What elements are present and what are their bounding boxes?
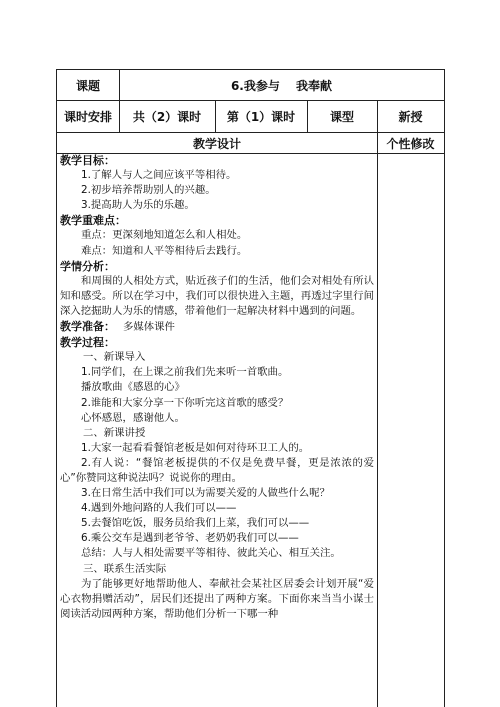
- process-step: 总结：人与人相处需要平等相待、彼此关心、相互关注。: [81, 547, 341, 560]
- design-content: [60, 153, 374, 622]
- lesson-type-label: 课型: [329, 110, 354, 124]
- schedule-label: 课时安排: [63, 110, 112, 124]
- topic-value: 6.我参与 我奉献: [230, 78, 333, 93]
- goal-item: 3.提高助人为乐的乐趣。: [81, 199, 195, 212]
- lesson-plan-table: [56, 69, 445, 707]
- schedule-row: [57, 101, 444, 133]
- total-hours: 共（2）课时: [132, 110, 202, 124]
- keypoints-heading: 教学重难点：: [60, 214, 126, 228]
- process-step: 6.乘公交车是遇到老爷爷、老奶奶我们可以——: [81, 532, 299, 545]
- goal-item: 1.了解人与人之间应该平等相待。: [81, 169, 237, 182]
- column-divider: [377, 133, 378, 707]
- topic-label: 课题: [75, 78, 100, 93]
- process-heading: 教学过程：: [60, 336, 115, 350]
- process-step: 3.在日常生活中我们可以为需要关爱的人做些什么呢？: [81, 487, 330, 500]
- process-step: 2.有人说：“餐馆老板提供的不仅是免费早餐，更是浓浓的爱心”你赞同这种说法吗？说说你的理由。: [60, 456, 374, 484]
- analysis-heading: 学情分析：: [60, 259, 115, 273]
- process-step: 4.遇到外地问路的人我们可以——: [81, 502, 237, 515]
- lesson-type-value: 新授: [398, 110, 423, 124]
- process-step: 2.谁能和大家分享一下你听完这首歌的感受？: [81, 396, 289, 409]
- prep-line: [60, 319, 374, 335]
- prep-value: 多媒体课件: [123, 321, 175, 334]
- process-step: 播放歌曲《感恩的心》: [81, 381, 185, 394]
- process-step: 三、联系生活实际: [83, 562, 167, 575]
- process-step: 5.去餐馆吃饭，服务员给我们上菜，我们可以——: [81, 517, 310, 530]
- process-step: 1.同学们，在上课之前我们先来听一首歌曲。: [81, 366, 289, 379]
- process-step: 一、新课导入: [83, 351, 146, 364]
- analysis-text: 和周围的人相处方式，贴近孩子们的生活，他们会对相处有所认知和感受。所以在学习中，我们可以很快进入主题，再透过字里行间深入挖掘助人为乐的情感，带着他们一起解决材料中遇到的问题。: [60, 274, 374, 317]
- goal-item: 2.初步培养帮助别人的兴趣。: [81, 184, 216, 197]
- goals-heading: 教学目标：: [60, 154, 115, 167]
- current-hour: 第（1）课时: [226, 110, 296, 124]
- keypoint-item: 难点：知道和人平等相待后去践行。: [81, 244, 248, 257]
- design-label: 教学设计: [192, 136, 241, 151]
- process-step: 二、新课讲授: [83, 426, 146, 439]
- process-step: 为了能够更好地帮助他人、奉献社会某社区居委会计划开展“爱心衣物捐赠活动”，居民们还提出了两种方案。下面你来当当小谋士阅读活动园两种方案，帮助他们分析一下哪一种: [60, 577, 374, 620]
- process-step: 心怀感恩，感谢他人。: [81, 411, 185, 424]
- process-step: 1.大家一起看看餐馆老板是如何对待环卫工人的。: [81, 441, 310, 454]
- keypoint-item: 重点：更深刻地知道怎么和人相处。: [81, 229, 248, 242]
- prep-heading: 教学准备：: [60, 320, 115, 334]
- design-header-row: [57, 133, 444, 154]
- personal-label: 个性修改: [386, 136, 435, 151]
- topic-row: [57, 70, 444, 101]
